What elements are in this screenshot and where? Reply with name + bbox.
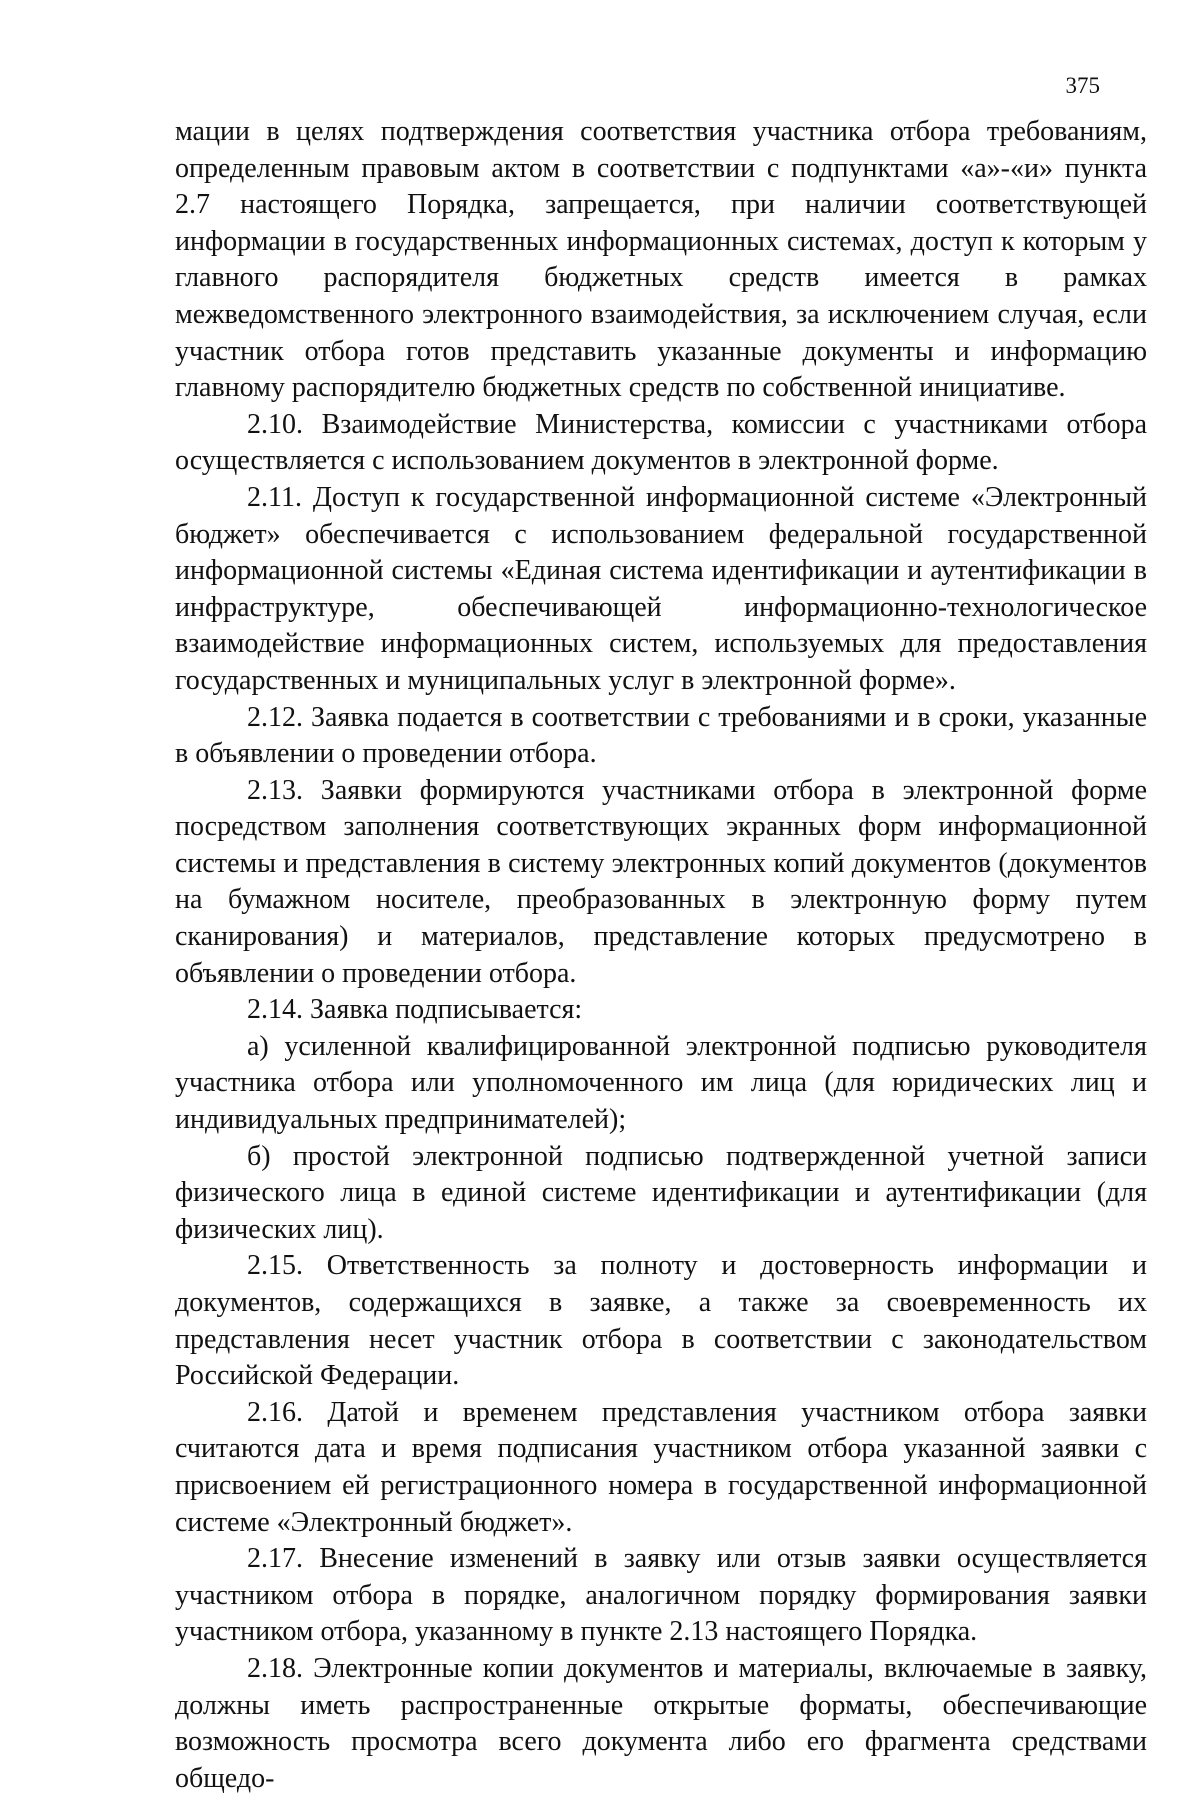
paragraph: 2.11. Доступ к государственной информационной системе «Электронный бюджет» обеспечивается с использованием федеральной государственной информационной системы «Единая система идентификации и аутентификации в инфраструктуре, обеспечивающей информационно-технологическое взаимодействие информационных систем, используемых для предоставления государственных и муниципальных услуг в электронной форме». <box>175 481 1147 696</box>
paragraph: 2.14. Заявка подписывается: <box>247 994 583 1026</box>
paragraph: 2.15. Ответственность за полноту и достоверность информации и документов, содержащихся в заявке, а также за своевременность их представления несет участник отбора в соответствии с законодательством Российской Федерации. <box>175 1250 1147 1392</box>
paragraph: а) усиленной квалифицированной электронной подписью руководителя участника отбора или уполномоченного им лица (для юридических лиц и индивидуальных предпринимателей); <box>175 1030 1147 1136</box>
paragraph: 2.10. Взаимодействие Министерства, комиссии с участниками отбора осуществляется с использованием документов в электронной форме. <box>175 408 1147 477</box>
paragraph: 2.12. Заявка подается в соответствии с требованиями и в сроки, указанные в объявлении о проведении отбора. <box>175 701 1147 770</box>
page-number: 375 <box>1065 73 1100 98</box>
paragraph: 2.13. Заявки формируются участниками отбора в электронной форме посредством заполнения соответствующих экранных форм информационной системы и представления в систему электронных копий документов (документов на бумажном носителе, преобразованных в электронную форму путем сканирования) и материалов, представление которых предусмотрено в объявлении о проведении отбора. <box>175 774 1147 989</box>
paragraph: б) простой электронной подписью подтвержденной учетной записи физического лица в единой системе идентификации и аутентификации (для физических лиц). <box>175 1140 1147 1245</box>
document-body <box>175 114 1147 1797</box>
paragraph: 2.16. Датой и временем представления участником отбора заявки считаются дата и время подписания участником отбора указанной заявки с присвоением ей регистрационного номера в государственной информационной системе «Электронный бюджет». <box>175 1396 1147 1538</box>
paragraph: 2.18. Электронные копии документов и материалы, включаемые в заявку, должны иметь распространенные открытые форматы, обеспечивающие возможность просмотра всего документа либо его фрагмента средствами общедо- <box>175 1652 1147 1794</box>
paragraph: мации в целях подтверждения соответствия участника отбора требованиям, определенным правовым актом в соответствии с подпунктами «а»-«и» пункта 2.7 настоящего Порядка, запрещается, при наличии соответствующей информации в государственных информационных системах, доступ к которым у главного распорядителя бюджетных средств имеется в рамках межведомственного электронного взаимодействия, за исключением случая, если участник отбора готов представить указанные документы и информацию главному распорядителю бюджетных средств по собственной инициативе. <box>175 116 1147 404</box>
paragraph: 2.17. Внесение изменений в заявку или отзыв заявки осуществляется участником отбора в порядке, аналогичном порядку формирования заявки участником отбора, указанному в пункте 2.13 настоящего Порядка. <box>175 1543 1147 1648</box>
